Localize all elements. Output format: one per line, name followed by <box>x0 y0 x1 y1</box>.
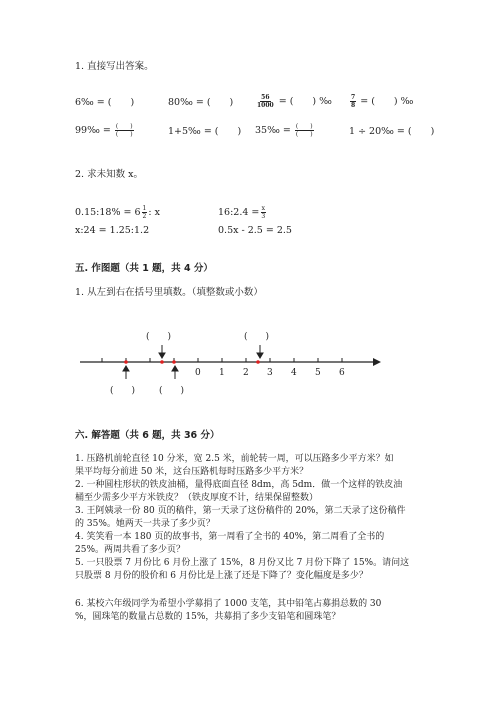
down-arrow-icon <box>257 345 263 358</box>
exercise-80-permille: 80‰ = ( ) <box>168 97 234 108</box>
question-1-title: 1. 直接写出答案。 <box>75 61 154 72</box>
section-5-heading: 五. 作图题（共 1 题，共 4 分） <box>75 263 213 274</box>
problem-line: 只股票 8 月份的股价和 6 月份比是上涨了还是下降了？变化幅度是多少？ <box>75 571 368 581</box>
problem-line: 25%。两周共看了多少页？ <box>75 545 186 555</box>
equation-1: 0.15:18% = 6 $\frac{1}{2}$ : x <box>75 205 160 220</box>
tick-label: 5 <box>315 368 321 378</box>
problem-line: 2. 一种圆柱形状的铁皮油桶，量得底面直径 8dm，高 5dm．做一个这样的铁皮油 <box>75 480 403 490</box>
problem-6-line: %，圆珠笔的数量占总数的 15%，共募捐了多少支铅笔和圆珠笔？ <box>75 612 341 622</box>
problem-line: 4. 笑笑看一本 180 页的故事书，第一周看了全书的 40%，第二周看了全书的 <box>75 532 385 542</box>
exercise-6-permille: 6‰ = ( ) <box>75 97 135 108</box>
problem-6-line: 6. 某校六年级同学为希望小学募捐了 1000 支笔，其中铅笔占募捐总数的 30 <box>75 599 382 609</box>
blank-bottom-left: ( ) <box>110 386 136 396</box>
point-marker <box>172 360 176 364</box>
tick-label: 2 <box>243 368 249 378</box>
blank-fraction: $\frac{( )}{( )}$ <box>295 123 313 138</box>
problem-line: 的 35%。她两天一共录了多少页？ <box>75 519 215 529</box>
fraction-56-1000: $\frac{56}{1000}$ <box>257 94 274 109</box>
problem-line: 1. 压路机前轮直径 10 分米，宽 2.5 米，前轮转一周，可以压路多少平方米？如 <box>75 454 394 464</box>
tick-label: 4 <box>291 368 297 378</box>
section-5-question-1: 1. 从左到右在括号里填数。（填整数或小数） <box>75 287 263 298</box>
point-marker <box>256 360 260 364</box>
tick-label: 1 <box>219 368 225 378</box>
exercise-56-over-1000: $\frac{56}{1000}$ = ( ) ‰ <box>257 94 332 109</box>
point-marker <box>124 360 128 364</box>
problem-line: 3. 王阿姨录一份 80 页的稿件，第一天录了这份稿件的 20%，第二天录了这份稿件 <box>75 506 406 516</box>
problem-line: 5. 一只股票 7 月份比 6 月份上涨了 15%，8 月份又比 7 月份下降了 15%。请问这 <box>75 558 410 568</box>
up-arrow-icon <box>123 366 129 379</box>
exercise-1-plus-5-permille: 1+5‰ = ( ) <box>168 126 242 137</box>
equation-2: 16:2.4 = $\frac{x}{3}$ <box>218 205 266 220</box>
blank-fraction: $\frac{( )}{( )}$ <box>115 123 133 138</box>
tick-label: 3 <box>267 368 273 378</box>
point-marker <box>160 360 164 364</box>
equation-4: 0.5x - 2.5 = 2.5 <box>218 225 292 236</box>
fraction-1-2: $\frac{1}{2}$ <box>142 205 147 220</box>
tick-label: 6 <box>339 368 345 378</box>
equation-3: x:24 = 1.25:1.2 <box>75 225 150 236</box>
exercise-1-div-20-permille: 1 ÷ 20‰ = ( ) <box>349 126 435 137</box>
question-2-title: 2. 求未知数 x。 <box>75 169 143 180</box>
number-line-ticks <box>102 358 342 362</box>
problem-line: 桶至少需多少平方米铁皮？（铁皮厚度不计，结果保留整数） <box>75 493 319 503</box>
number-line-figure <box>80 325 385 400</box>
blank-bottom-right: ( ) <box>159 386 185 396</box>
tick-label: 0 <box>195 368 201 378</box>
up-arrow-icon <box>172 366 178 379</box>
down-arrow-icon <box>159 345 165 358</box>
fraction-7-8: $\frac{7}{8}$ <box>351 94 356 109</box>
section-6-heading: 六. 解答题（共 6 题，共 36 分） <box>75 430 220 441</box>
exercise-99-permille: 99‰ = $\frac{( )}{( )}$ <box>75 123 133 138</box>
problem-line: 果平均每分前进 50 米，这台压路机每时压路多少平方米？ <box>75 467 309 477</box>
fraction-x-3: $\frac{x}{3}$ <box>261 205 266 220</box>
blank-top-left: ( ) <box>146 332 172 342</box>
exercise-7-over-8: $\frac{7}{8}$ = ( ) ‰ <box>351 94 414 109</box>
blank-top-right: ( ) <box>244 332 270 342</box>
exercise-35-permille: 35‰ = $\frac{( )}{( )}$ <box>255 123 313 138</box>
axis-arrow-icon <box>373 358 381 366</box>
